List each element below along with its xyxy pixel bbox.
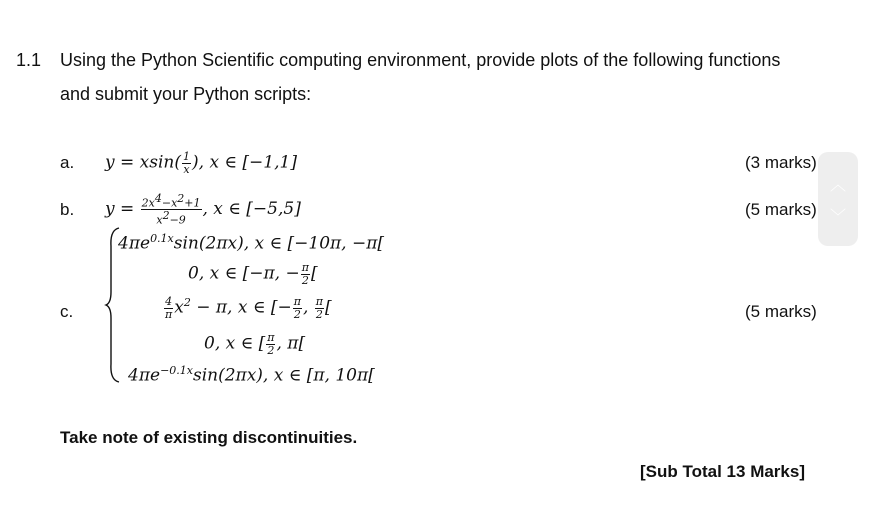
- piecewise-case-5: $4\pi e^{-0.1x}\sin(2\pi x)$, x ∈ [π, 10π[: [128, 364, 375, 386]
- piecewise-case-4: 0, x ∈ [ $\frac{\pi}{2}$ , π[: [204, 331, 306, 357]
- part-b-equation: y = $\frac{2x^4-x^2+1}{x^2-9}$ , x ∈ [−5,5]: [105, 192, 301, 227]
- chevron-up-icon[interactable]: ︿: [830, 175, 847, 194]
- part-a-label: a.: [60, 153, 75, 172]
- piecewise-case-2: 0, x ∈ [−π, − $\frac{\pi}{2}$ [: [188, 261, 318, 287]
- part-a-marks: (3 marks): [745, 153, 817, 172]
- discontinuity-note: Take note of existing discontinuities.: [60, 428, 358, 447]
- subtotal-marks: [Sub Total 13 Marks]: [640, 462, 805, 481]
- part-c-label: c.: [60, 302, 74, 321]
- chevron-down-icon[interactable]: ﹀: [830, 207, 847, 226]
- part-b-marks: (5 marks): [745, 200, 817, 219]
- part-a-equation: y = xsin( $\frac{1}{x}$ ), x ∈ [−1,1]: [105, 150, 297, 176]
- question-number: 1.1: [16, 50, 42, 70]
- piecewise-case-1: $4\pi e^{0.1x}\sin(2\pi x)$, x ∈ [−10π, −π[: [118, 232, 385, 254]
- question-text-line-1: Using the Python Scientific computing environment, provide plots of the following functions: [60, 50, 781, 70]
- question-text-line-2: and submit your Python scripts:: [60, 84, 312, 104]
- part-b-label: b.: [60, 200, 75, 219]
- page-scroll-widget[interactable]: [818, 152, 858, 246]
- part-c-marks: (5 marks): [745, 302, 817, 321]
- piecewise-case-3: $\frac{4}{\pi}$ $x^2 - \pi$, x ∈ [− $\frac{\pi}{2}$ , $\frac{\pi}{2}$ [: [165, 295, 332, 321]
